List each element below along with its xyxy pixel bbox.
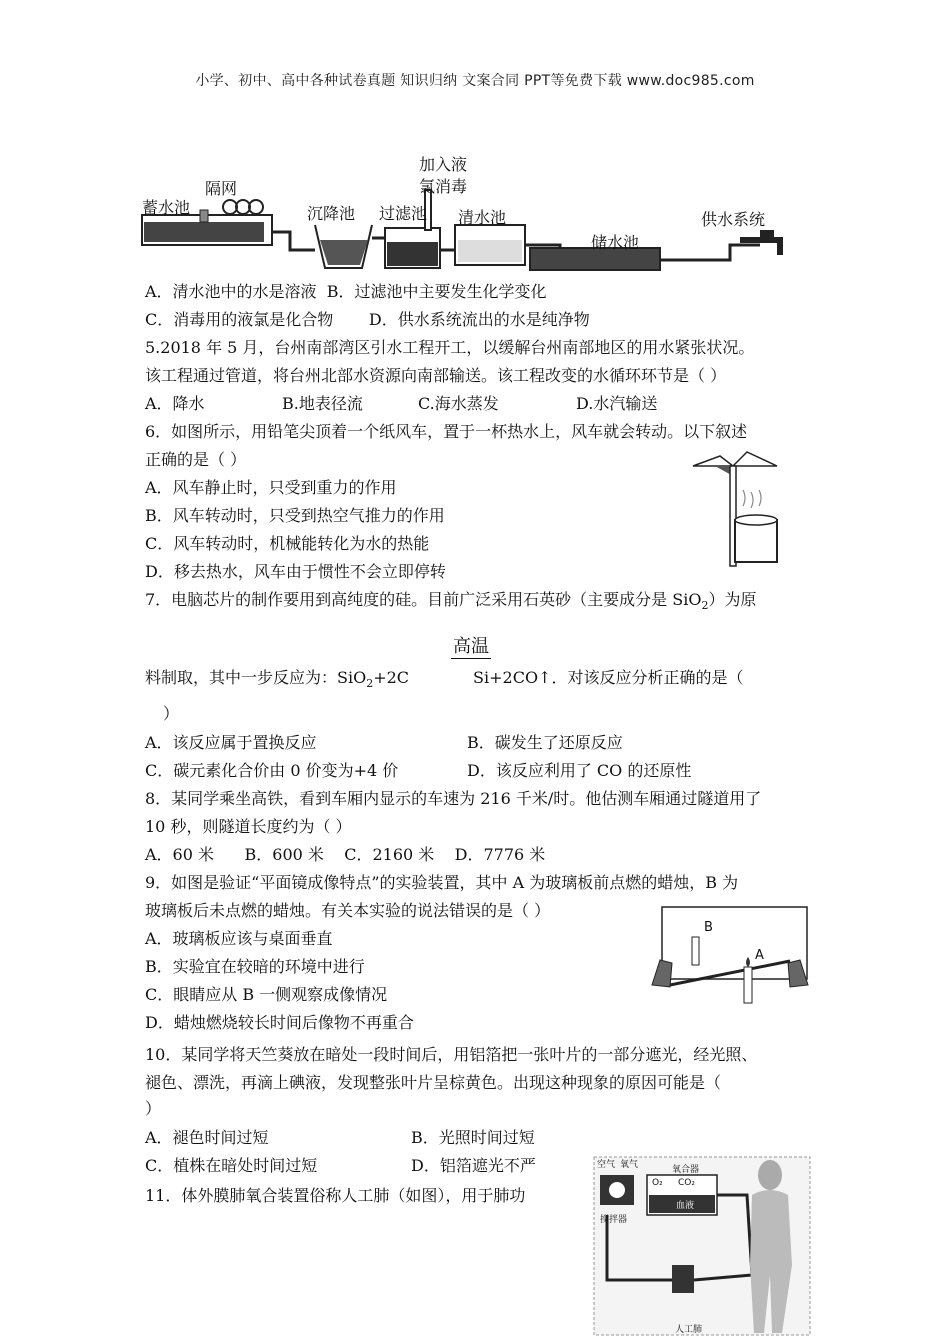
label-supply: 供水系统 — [701, 210, 766, 229]
q7-stem-line2: 料制取，其中一步反应为：SiO$_2$+2C Si+2CO↑．对该反应分析正确的是（ — [145, 668, 744, 691]
label-storage: 储水池 — [591, 233, 640, 252]
artificial-lung-figure — [592, 1155, 812, 1340]
q5-stem-line2: 该工程通过管道，将台州北部水资源向南部输送。该工程改变的水循环环节是（ ） — [145, 366, 727, 385]
q10-option-c: C．植株在暗处时间过短 — [145, 1156, 318, 1175]
q4-option-a: A．清水池中的水是溶液 — [145, 282, 317, 301]
q10-option-b: B．光照时间过短 — [411, 1128, 535, 1147]
q9-option-a: A．玻璃板应该与桌面垂直 — [145, 929, 333, 948]
q10-stem-line3: ） — [145, 1099, 162, 1118]
lung-label-oxygenator: 氧合器 — [672, 1165, 700, 1175]
q4-option-d: D．供水系统流出的水是纯净物 — [368, 310, 590, 329]
label-filter: 过滤池 — [379, 204, 428, 223]
q5-option-b: B.地表径流 — [282, 394, 363, 413]
lung-label-o2: O₂ — [652, 1178, 663, 1188]
label-screen: 隔网 — [205, 179, 238, 198]
label-chlorine-bottom: 氯消毒 — [419, 177, 468, 196]
q8-stem-line2: 10 秒，则隧道长度约为（ ） — [145, 817, 352, 836]
lung-label-caption: 人工肺 — [675, 1325, 703, 1335]
mirror-experiment-figure — [650, 905, 810, 1015]
q7-option-a: A．该反应属于置换反应 — [145, 733, 317, 752]
q5-option-a: A．降水 — [145, 394, 205, 413]
q4-options-row1 — [145, 282, 547, 302]
q9-stem-line1: 9．如图是验证“平面镜成像特点”的实验装置，其中 A 为玻璃板前点燃的蜡烛，B 为 — [145, 873, 739, 892]
q7-option-d: D．该反应利用了 CO 的还原性 — [467, 761, 692, 780]
q6-option-d: D．移去热水，风车由于惯性不会立即停转 — [145, 562, 446, 581]
lung-label-stirrer: 搅拌器 — [600, 1215, 628, 1225]
lung-label-co2: CO₂ — [678, 1178, 695, 1188]
lung-label-blood: 血液 — [676, 1201, 695, 1211]
label-clear: 清水池 — [458, 208, 507, 227]
label-settling: 沉降池 — [307, 204, 356, 223]
q7-stem-line1: 7．电脑芯片的制作要用到高纯度的硅。目前广泛采用石英砂（主要成分是 SiO$_2$）为原 — [145, 590, 757, 613]
q7-stem-line3: ） — [163, 704, 180, 723]
q5-option-d: D.水汽输送 — [576, 394, 658, 413]
q8-stem-line1: 8．某同学乘坐高铁，看到车厢内显示的车速为 216 千米/时。他估测车厢通过隧道用了 — [145, 789, 762, 808]
q9-stem-line2: 玻璃板后未点燃的蜡烛。有关本实验的说法错误的是（ ） — [145, 901, 551, 920]
q6-option-c: C．风车转动时，机械能转化为水的热能 — [145, 534, 430, 553]
q9-option-c: C．眼睛应从 B 一侧观察成像情况 — [145, 985, 388, 1004]
q6-option-a: A．风车静止时，只受到重力的作用 — [145, 478, 397, 497]
label-reservoir: 蓄水池 — [142, 198, 191, 217]
q4-options-row2 — [145, 310, 590, 330]
q6-option-b: B．风车转动时，只受到热空气推力的作用 — [145, 506, 445, 525]
page-header: 小学、初中、高中各种试卷真题 知识归纳 文案合同 PPT等免费下载 www.doc985.com — [195, 73, 755, 89]
q11-stem-line1: 11．体外膜肺氧合装置俗称人工肺（如图），用于肺功 — [145, 1186, 526, 1205]
mirror-label-b: B — [704, 920, 713, 935]
lung-label-air: 空气 — [597, 1160, 616, 1170]
q6-stem-line1: 6．如图所示，用铅笔尖顶着一个纸风车，置于一杯热水上，风车就会转动。以下叙述 — [145, 422, 748, 441]
lung-label-oxygen: 氧气 — [620, 1160, 639, 1170]
q10-stem-line1: 10．某同学将天竺葵放在暗处一段时间后，用铝箔把一张叶片的一部分遮光，经光照、 — [145, 1045, 758, 1064]
q4-option-b: B．过滤池中主要发生化学变化 — [326, 282, 547, 301]
q9-option-b: B．实验宜在较暗的环境中进行 — [145, 957, 365, 976]
mirror-label-a: A — [755, 948, 764, 963]
q6-stem-line2: 正确的是（ ） — [145, 450, 247, 469]
q5-option-c: C.海水蒸发 — [418, 394, 499, 413]
q7-option-c: C．碳元素化合价由 0 价变为+4 价 — [145, 761, 399, 780]
q10-option-d: D．铝箔遮光不严 — [411, 1156, 536, 1175]
q7-reaction-condition: 高温 — [453, 636, 489, 657]
q7-option-b: B．碳发生了还原反应 — [467, 733, 623, 752]
pinwheel-figure — [685, 448, 785, 573]
label-chlorine-top: 加入液 — [419, 155, 468, 174]
q10-option-a: A．褪色时间过短 — [145, 1128, 269, 1147]
q8-options: A．60 米 B．600 米 C．2160 米 D．7776 米 — [145, 845, 546, 864]
q5-stem-line1: 5.2018 年 5 月，台州南部湾区引水工程开工，以缓解台州南部地区的用水紧张状况。 — [145, 338, 755, 357]
q4-option-c: C．消毒用的液氯是化合物 — [145, 310, 334, 329]
q10-stem-line2: 褪色、漂洗，再滴上碘液，发现整张叶片呈棕黄色。出现这种现象的原因可能是（ — [145, 1073, 722, 1092]
q9-option-d: D．蜡烛燃烧较长时间后像物不再重合 — [145, 1013, 414, 1032]
